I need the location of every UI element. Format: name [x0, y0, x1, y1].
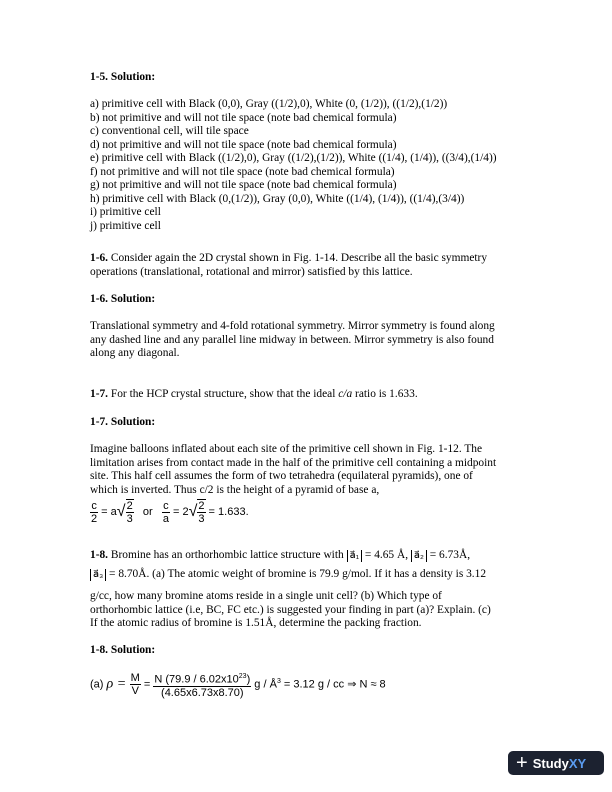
equation-density: (a) ρ = $\frac{M}{V}$ = $\frac{N (79.9 / 6.02x10^{23})}{(4.65x6.73x8.70)}$ $g / Å^3 = 3.12$ g / cc ⇒ N ≈ 8 [90, 672, 386, 699]
solution-1-6-line-3: along any diagonal. [90, 347, 180, 359]
question-1-6-line-1 [90, 252, 487, 266]
question-1-8-line-3: g/cc, how many bromine atoms reside in a single unit cell? (b) Which type of [90, 590, 442, 602]
answer-j: j) primitive cell [90, 219, 161, 232]
question-1-7-end: ratio is 1.633. [352, 388, 418, 400]
equation-ca-ratio: $\frac{c}{2}$ = a √ $\frac{2}{3}$ or $\frac{c}{a}$ = 2 √ $\frac{2}{3}$ = 1.633. [91, 499, 249, 526]
heading-1-6-solution: 1-6. Solution: [90, 293, 156, 305]
vector-a1-magnitude: a⃗₁ [347, 550, 363, 562]
solution-1-7-line-3: site. This half cell assumes the form of two tetrahedra (equilateral pyramids), one of [90, 470, 473, 482]
heading-1-5-solution: 1-5. Solution: [90, 71, 156, 83]
plus-icon: + [516, 752, 528, 774]
rho-symbol: ρ = [106, 676, 130, 692]
question-1-8-label: 1-8. [90, 549, 109, 561]
answer-e: e) primitive cell with Black ((1/2),0), Gray ((1/2),(1/2)), White ((1/4), (1/4)), ((3/4),(1/4)) [90, 152, 497, 164]
vector-a2-magnitude: a⃗₂ [411, 550, 427, 562]
question-1-6-label: 1-6. [90, 252, 109, 264]
question-1-7-label: 1-7. [90, 388, 109, 400]
answer-d: d) not primitive and will not tile space (note bad chemical formula) [90, 138, 397, 151]
question-1-6-text: Consider again the 2D crystal shown in Fig. 1-14. Describe all the basic symmetry [108, 252, 488, 264]
answer-a: a) primitive cell with Black (0,0), Gray ((1/2),0), White (0, (1/2)), ((1/2),(1/2)) [90, 98, 448, 110]
question-1-8-line-5: If the atomic radius of bromine is 1.51Å, determine the packing fraction. [90, 617, 422, 629]
fraction-m-over-v: $\frac{M}{V}$ [130, 672, 140, 698]
fraction-c-over-a: $\frac{c}{a}$ [162, 499, 169, 525]
answer-c: c) conventional cell, will tile space [90, 125, 249, 137]
answer-b: b) not primitive and will not tile space (note bad chemical formula) [90, 111, 397, 124]
answer-i: i) primitive cell [90, 206, 161, 218]
sqrt-two-thirds-2: √ $\frac{2}{3}$ [188, 500, 205, 526]
heading-1-8-solution: 1-8. Solution: [90, 644, 156, 656]
ratio-ca: c/a [338, 388, 353, 400]
solution-1-6-line-1: Translational symmetry and 4-fold rotational symmetry. Mirror symmetry is found along [90, 320, 495, 332]
fraction-density-expression: $\frac{N (79.9 / 6.02x10^{23})}{(4.65x6.73x8.70)}$ [154, 672, 251, 699]
studyxy-logo-badge: + Study XY [508, 751, 604, 775]
solution-1-7-line-2: limitation arises from contact made in the half of the primitive cell containing a midpoint [90, 456, 497, 469]
solution-1-7-line-4: which is inverted. Thus c/2 is the height of a pyramid of base a, [90, 483, 380, 496]
question-1-6-line-2: operations (translational, rotational and mirror) satisfied by this lattice. [90, 265, 413, 278]
answer-f: f) not primitive and will not tile space (note bad chemical formula) [90, 165, 395, 178]
answer-g: g) not primitive and will not tile space (note bad chemical formula) [90, 179, 397, 191]
sqrt-two-thirds: √ $\frac{2}{3}$ [116, 500, 133, 526]
question-1-7-text: For the HCP crystal structure, show that the ideal [108, 388, 339, 400]
question-1-8-line-2: a⃗₃ = 8.70Å. (a) The atomic weight of bromine is 79.9 g/mol. If it has a density is 3.12 [90, 568, 486, 582]
heading-1-7-solution: 1-7. Solution: [90, 416, 156, 428]
vector-a3-magnitude: a⃗₃ [90, 569, 106, 581]
question-1-8-line-4: orthorhombic lattice (i.e, BC, FC etc.) is suggested your finding in part (a)? Explain. (c) [90, 603, 491, 616]
fraction-c-over-2: $\frac{c}{2}$ [91, 499, 98, 525]
answer-h: h) primitive cell with Black (0,(1/2)), Gray (0,0), White ((1/4), (1/4)), ((1/4),(3/4)) [90, 192, 465, 205]
solution-1-6-line-2: any dashed line and any parallel line midway in between. Mirror symmetry is also found [90, 333, 494, 346]
solution-1-7-line-1: Imagine balloons inflated about each site of the primitive cell shown in Fig. 1-12. The [90, 443, 483, 455]
question-1-7 [90, 388, 418, 402]
question-1-8-line-1: 1-8. Bromine has an orthorhombic lattice structure with a⃗₁ = 4.65 Å, a⃗₂ = 6.73Å, [90, 549, 471, 561]
